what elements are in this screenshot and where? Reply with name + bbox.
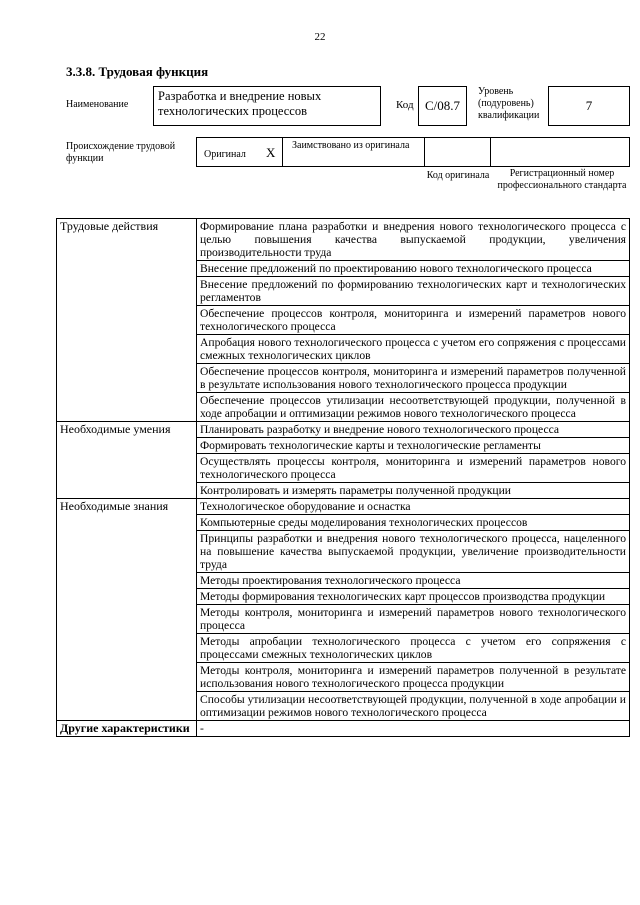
labor-action-item: Внесение предложений по проектированию нового технологического процесса (197, 261, 630, 277)
knowledge-item: Методы проектирования технологического процесса (197, 573, 630, 589)
other-characteristics-value: - (197, 721, 630, 737)
knowledge-label: Необходимые знания (57, 499, 197, 721)
labor-action-item: Внесение предложений по формированию технологических карт и технологических регламентов (197, 277, 630, 306)
original-label: Оригинал (204, 149, 246, 160)
section-title: 3.3.8. Трудовая функция (66, 64, 209, 79)
knowledge-item: Методы формирования технологических карт процессов производства продукции (197, 589, 630, 605)
labor-actions-label: Трудовые действия (57, 219, 197, 422)
labor-action-item: Обеспечение процессов контроля, мониторинга и измерений параметров полученной в результате использования нового технологического процесса продукции (197, 364, 630, 393)
code-original-label: Код оригинала (426, 170, 490, 181)
knowledge-item: Способы утилизации несоответствующей продукции, полученной в ходе апробации и оптимизации режимов нового технологического процесса (197, 692, 630, 721)
knowledge-item: Методы апробации технологического процесса с учетом его сопряжения с процессами смежных технологических циклов (197, 634, 630, 663)
knowledge-item: Методы контроля, мониторинга и измерений параметров нового технологического процесса (197, 605, 630, 634)
function-details-table (56, 218, 630, 737)
labor-action-item: Обеспечение процессов утилизации несоответствующей продукции, полученной в ходе апробации и оптимизации режимов нового технологического процесса (197, 393, 630, 422)
labor-action-item: Формирование плана разработки и внедрения нового технологического процесса с целью повышения качества выпускаемой продукции, увеличения производительности труда (197, 219, 630, 261)
knowledge-item: Принципы разработки и внедрения нового технологического процесса, нацеленного на повышение качества выпускаемой продукции, увеличение производительности труда (197, 531, 630, 573)
skill-item: Планировать разработку и внедрение нового технологического процесса (197, 422, 630, 438)
labor-action-item: Апробация нового технологического процесса с учетом его сопряжения с процессами смежных технологических циклов (197, 335, 630, 364)
origin-code-cell (425, 138, 491, 166)
qualification-level-value: 7 (548, 86, 630, 126)
knowledge-item: Технологическое оборудование и оснастка (197, 499, 630, 515)
table-row (57, 219, 630, 261)
skill-item: Формировать технологические карты и технологические регламенты (197, 438, 630, 454)
knowledge-item: Методы контроля, мониторинга и измерений параметров полученной в результате использования нового технологического процесса продукции (197, 663, 630, 692)
skill-item: Контролировать и измерять параметры полученной продукции (197, 483, 630, 499)
knowledge-item: Компьютерные среды моделирования технологических процессов (197, 515, 630, 531)
name-value: Разработка и внедрение новых технологических процессов (153, 86, 381, 126)
registration-number-label: Регистрационный номер профессионального стандарта (497, 168, 627, 191)
borrowed-label: Заимствовано из оригинала (292, 140, 410, 151)
table-row (57, 422, 630, 438)
skills-label: Необходимые умения (57, 422, 197, 499)
table-row (57, 721, 630, 737)
name-label: Наименование (66, 99, 129, 110)
qualification-level-label: Уровень (подуровень) квалификации (478, 86, 540, 121)
original-mark: X (266, 145, 276, 160)
other-characteristics-label: Другие характеристики (57, 721, 197, 737)
labor-action-item: Обеспечение процессов контроля, мониторинга и измерений параметров нового технологического процесса (197, 306, 630, 335)
origin-label: Происхождение трудовой функции (66, 141, 176, 164)
page-number: 22 (314, 31, 326, 43)
code-label: Код (396, 99, 414, 111)
table-row (57, 499, 630, 515)
skill-item: Осуществлять процессы контроля, мониторинга и измерений параметров нового технологического процесса (197, 454, 630, 483)
code-value: C/08.7 (418, 86, 467, 126)
